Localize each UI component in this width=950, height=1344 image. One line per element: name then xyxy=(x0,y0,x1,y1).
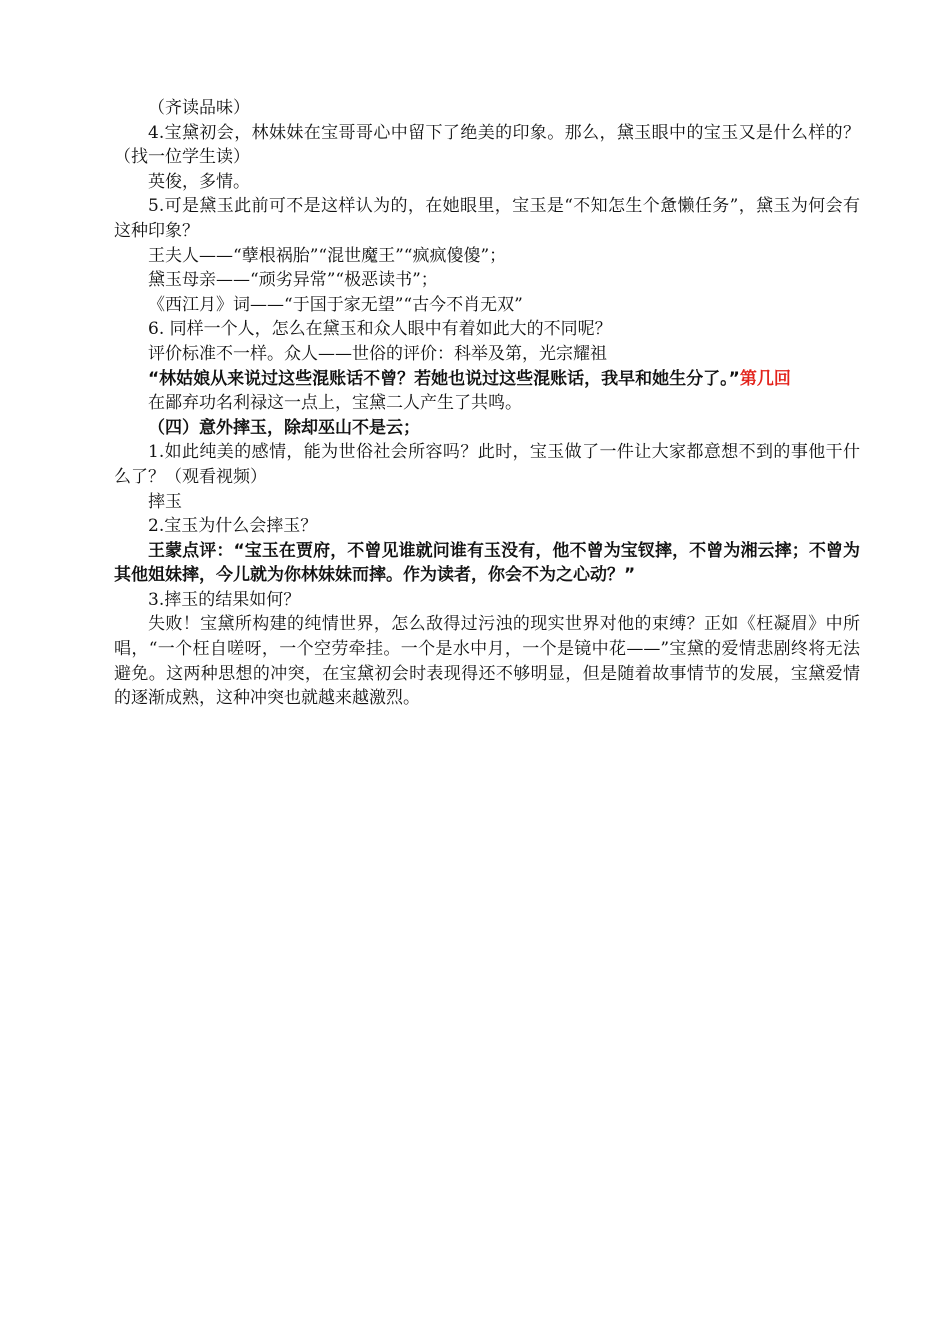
quote-xijiangyue: 《西江月》词——“于国于家无望”“古今不肖无双” xyxy=(148,294,523,315)
chapter-note-red: 第几回 xyxy=(739,368,791,389)
question-4: 4.宝黛初会，林妹妹在宝哥哥心中留下了绝美的印象。那么，黛玉眼中的宝玉又是什么样的？（找一位学生读） xyxy=(114,122,860,168)
answer-4: 英俊，多情。 xyxy=(148,171,250,192)
quote-wang-furen: 王夫人——“孽根祸胎”“混世魔王”“疯疯傻傻”； xyxy=(148,245,507,266)
answer-1: 摔玉 xyxy=(148,491,182,512)
question-6: 6. 同样一个人，怎么在黛玉和众人眼中有着如此大的不同呢？ xyxy=(148,319,612,340)
section-heading-4: （四）意外摔玉，除却巫山不是云； xyxy=(148,417,420,438)
question-3: 3.摔玉的结果如何？ xyxy=(148,589,301,610)
line-read-aloud: （齐读品味） xyxy=(148,98,250,118)
question-2: 2.宝玉为什么会摔玉？ xyxy=(148,516,318,537)
document-body xyxy=(114,96,860,711)
bold-quote-lin-text: “林姑娘从来说过这些混账话不曾？若她也说过这些混账话，我早和她生分了。” xyxy=(148,368,740,389)
question-1: 1.如此纯美的感情，能为世俗社会所容吗？此时，宝玉做了一件让大家都意想不到的事他干什么了？（观看视频） xyxy=(114,442,860,487)
wangmeng-comment: 王蒙点评：“宝玉在贾府，不曾见谁就问谁有玉没有，他不曾为宝钗摔，不曾为湘云摔；不曾为其他姐妹摔，今儿就为你林妹妹而摔。作为读者，你会不为之心动？” xyxy=(114,540,860,586)
quote-daiyu-mother: 黛玉母亲——“顽劣异常”“极恶读书”； xyxy=(148,270,438,291)
resonance-line: 在鄙弃功名利禄这一点上，宝黛二人产生了共鸣。 xyxy=(148,393,522,414)
question-5: 5.可是黛玉此前可不是这样认为的，在她眼里，宝玉是“不知怎生个惫懒任务”，黛玉为何会有这种印象？ xyxy=(114,196,860,241)
answer-6: 评价标准不一样。众人——世俗的评价：科举及第，光宗耀祖 xyxy=(148,343,607,364)
answer-3: 失败！宝黛所构建的纯情世界，怎么敌得过污浊的现实世界对他的束缚？正如《枉凝眉》中所唱，“一个枉自嗟呀，一个空劳牵挂。一个是水中月，一个是镜中花——”宝黛的爱情悲剧终将无法避免。这两种思想的冲突，在宝黛初会时表现得还不够明显，但是随着故事情节的发展，宝黛爱情的逐渐成熟，这种冲突也就越来越激烈。 xyxy=(114,614,860,709)
bold-quote-lin xyxy=(114,367,860,392)
